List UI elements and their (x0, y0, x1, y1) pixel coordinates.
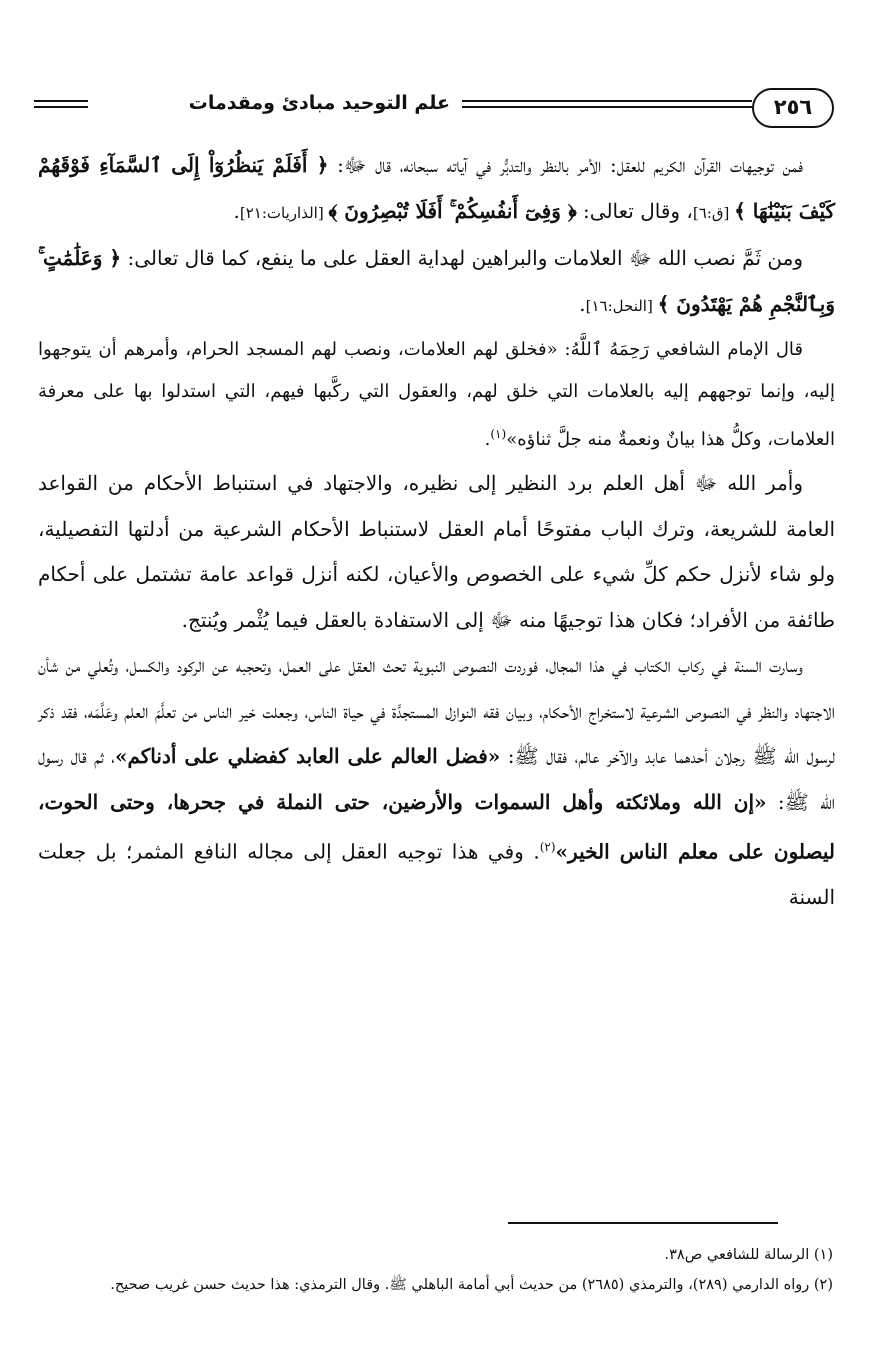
quran-ref-nahl: [النحل:١٦] (585, 296, 658, 315)
p1-middle: ، وقال تعالى: (576, 198, 693, 223)
footnote-ref-2: (٢) (539, 840, 556, 854)
p5-end: . وفي هذا توجيه العقل إلى مجاله النافع المثمر؛ بل جعلت السنة (38, 839, 835, 910)
quran-ref-dhariyat: [الذاريات:٢١] (239, 203, 329, 222)
paragraph-2 (38, 236, 835, 329)
p2-text: ومن ثَمَّ نصب الله ﷻ العلامات والبراهين لهداية العقل على ما ينفع، كما قال تعالى: (121, 246, 803, 270)
running-title: علم التوحيد مبادئ ومقدمات (188, 92, 450, 114)
footnote-separator (508, 1222, 778, 1224)
p1-line-1: فمن توجيهات القرآن الكريم للعقل: الأمر بالنظر والتدبُّر في آياته سبحانه، (399, 153, 804, 177)
header-rule-left-bottom (34, 106, 88, 108)
main-text (38, 143, 835, 921)
p3-text: قال الإمام الشافعي رَحِمَهُ ٱللَّهُ: «فخلق لهم العلامات، ونصب لهم المسجد الحرام، وأمرهم أن يتوجهوا إليه، وإنما توجههم إليه بالعلامات التي خلق لهم، والعقول التي ركَّبها فيهم، التي استدلوا بها على معرفة العلامات، وكلُّ هذا بيانٌ ونعمةٌ منه جلَّ ثناؤه» (38, 339, 835, 450)
header-rule-left-top (34, 100, 88, 102)
footnote-2: (٢) رواه الدارمي (٢٨٩)، والترمذي (٢٦٨٥) من حديث أبي أمامة الباهلي ﷺ. وقال الترمذي: هذا حديث حسن غريب صحيح. (110, 1277, 833, 1293)
quran-ref-qaf: [ق:٦] (692, 203, 735, 222)
p1-end: . (233, 198, 240, 223)
quran-quote-nahl: ﴿ وَعَلَٰمَٰتٍ ۚ وَبِٱلنَّجْمِ هُمْ يَهْتَدُونَ ﴾ (38, 246, 835, 316)
p2-end: . (579, 291, 586, 316)
hadith-quote-1: «فضل العالم على العابد كفضلي على أدناكم» (114, 744, 501, 768)
paragraph-5 (38, 643, 835, 921)
hadith-quote-2: «إن الله وملائكته وأهل السموات والأرضين، حتى النملة في جحرها، وحتى الحوت، ليصلون على معلم الناس الخير» (38, 789, 836, 864)
quran-quote-qaf: ﴿ أَفَلَمْ يَنظُرُوٓاْ إِلَى ٱلسَّمَآءِ فَوْقَهُمْ كَيْفَ بَنَيْنَٰهَا ﴾ (38, 153, 835, 223)
quran-quote-dhariyat: ﴿ وَفِىٓ أَنفُسِكُمْ ۚ أَفَلَا تُبْصِرُونَ ﴾ (328, 198, 577, 223)
paragraph-4 (38, 461, 835, 643)
page-number: ٢٥٦ (752, 88, 834, 128)
p3-end: . (484, 429, 491, 450)
p5-middle: ، ثم قال رسول الله ﷺ: (38, 744, 836, 814)
p4-text: وأمر الله ﷻ أهل العلم برد النظير إلى نظيره، والاجتهاد في استنباط الأحكام من القواعد العامة للشريعة، وترك الباب مفتوحًا أمام العقل لاستنباط الأحكام الشرعية من أدلتها التفصيلية، ولو شاء لأنزل حكم كلِّ شيء على الخصوص والأعيان، لكنه أنزل قواعد عامة تشتمل على أحكام طائفة من الأفراد؛ فكان هذا توجيهًا منه ﷻ إلى الاستفادة بالعقل فيما يُثْمر ويُنتج. (38, 471, 835, 632)
page-header (34, 86, 834, 134)
paragraph-3-shafii-quote (38, 329, 835, 461)
p5-text: وسارت السنة في ركاب الكتاب في هذا المجال، فوردت النصوص النبوية تحث العقل على العمل، وتحجبه عن الركود والكسل، وتُعلي من شأن الاجتهاد والنظر في النصوص الشرعية لاستخراج الأحكام، وبيان فقه النوازل المستجدَّة في حياة الناس، وجعلت خير الناس من تعلَّمَ العلم وعَلَّمَه، فقد ذكر لرسول الله ﷺ رجلان أحدهما عابد والآخر عالم، فقال ﷺ: (38, 653, 835, 768)
paragraph-1 (38, 143, 835, 236)
footnote-ref-1: (١) (490, 427, 507, 441)
p1-prefix: قال ﷻ: (328, 153, 392, 177)
footnotes (33, 1240, 833, 1300)
footnote-1: (١) الرسالة للشافعي ص٣٨. (664, 1247, 833, 1263)
header-rule-top (462, 100, 752, 102)
header-rule-bottom (462, 106, 752, 108)
